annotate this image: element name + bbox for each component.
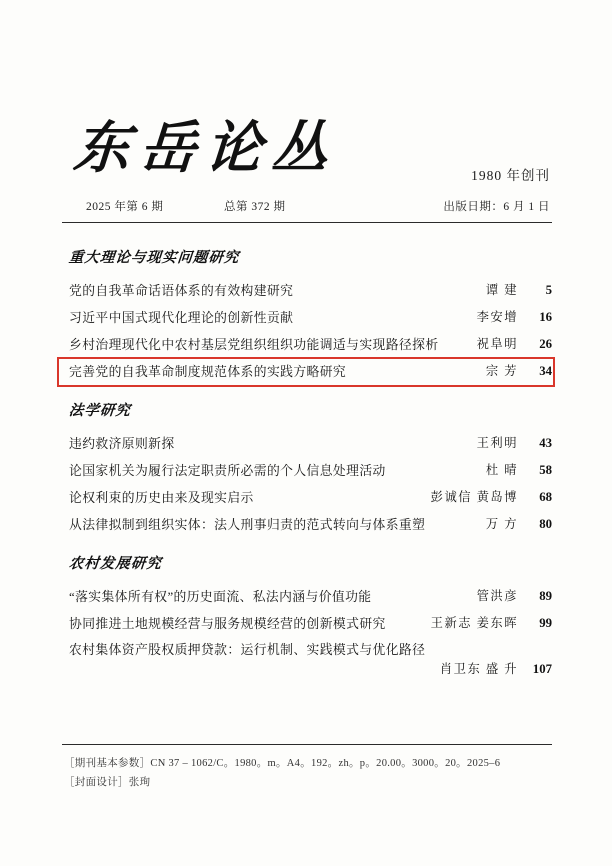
toc-entry-highlighted[interactable] <box>62 358 552 385</box>
toc-entry[interactable] <box>62 457 552 484</box>
table-of-contents <box>62 236 552 697</box>
toc-entry[interactable] <box>62 610 552 637</box>
toc-entry[interactable] <box>62 331 552 358</box>
entry-title: 协同推进土地规模经营与服务规模经营的创新模式研究 <box>69 617 386 631</box>
entry-page: 58 <box>539 463 552 477</box>
entry-title: 农村集体资产股权质押贷款：运行机制、实践模式与优化路径 <box>69 643 426 657</box>
toc-entry[interactable] <box>62 583 552 610</box>
entry-authors: 宗 芳 <box>485 364 518 378</box>
journal-title: 东岳论丛 <box>71 115 341 181</box>
entry-page: 34 <box>539 364 552 378</box>
entry-title: 违约救济原则新探 <box>69 437 175 451</box>
entry-page: 16 <box>539 310 552 324</box>
entry-title: 习近平中国式现代化理论的创新性贡献 <box>69 311 294 325</box>
entry-page: 80 <box>539 517 552 531</box>
issue-number: 2025 年第 6 期 <box>86 201 164 213</box>
issue-line <box>64 198 550 216</box>
toc-entry[interactable] <box>62 304 552 331</box>
divider-top <box>62 222 552 223</box>
toc-entry[interactable] <box>62 637 552 683</box>
toc-section <box>62 552 552 683</box>
toc-section <box>62 246 552 385</box>
toc-entry[interactable] <box>62 277 552 304</box>
entry-title: 论权利束的历史由来及现实启示 <box>69 491 254 505</box>
section-title: 法学研究 <box>68 402 132 419</box>
entry-page: 99 <box>539 616 552 630</box>
footer <box>64 754 550 792</box>
entry-authors: 谭 建 <box>485 283 518 297</box>
entry-authors: 李安增 <box>476 310 518 324</box>
entry-page: 26 <box>539 337 552 351</box>
section-title: 重大理论与现实问题研究 <box>68 249 241 266</box>
entry-title: 党的自我革命话语体系的有效构建研究 <box>69 284 294 298</box>
entry-page: 107 <box>532 662 552 676</box>
entry-title: 乡村治理现代化中农村基层党组织组织功能调适与实现路径探析 <box>69 338 439 352</box>
entry-page: 5 <box>545 283 552 297</box>
entry-page: 43 <box>539 436 552 450</box>
divider-bottom <box>62 744 552 745</box>
entry-authors: 杜 晴 <box>485 463 518 477</box>
footer-cover-design: ［封面设计］张珣 <box>64 777 151 788</box>
entry-authors: 肖卫东 盛 升 <box>439 662 518 676</box>
toc-entry[interactable] <box>62 484 552 511</box>
entry-authors: 祝阜明 <box>476 337 518 351</box>
entry-authors: 管洪彦 <box>476 589 518 603</box>
founded-year: 1980 年创刊 <box>471 168 550 183</box>
issue-serial-number: 总第 372 期 <box>224 201 286 213</box>
section-title: 农村发展研究 <box>68 555 163 572</box>
entry-title: 完善党的自我革命制度规范体系的实践方略研究 <box>69 365 347 379</box>
entry-page: 89 <box>539 589 552 603</box>
entry-title: 论国家机关为履行法定职责所必需的个人信息处理活动 <box>69 464 386 478</box>
toc-section <box>62 399 552 538</box>
toc-entry[interactable] <box>62 430 552 457</box>
toc-entry[interactable] <box>62 511 552 538</box>
masthead <box>62 104 552 194</box>
entry-title: 从法律拟制到组织实体：法人刑事归责的范式转向与体系重塑 <box>69 518 426 532</box>
entry-authors: 彭诚信 黄岛博 <box>430 490 518 504</box>
entry-title: “落实集体所有权”的历史面流、私法内涵与价值功能 <box>69 590 372 604</box>
publication-date: 出版日期：6 月 1 日 <box>443 201 550 213</box>
entry-authors: 万 方 <box>485 517 518 531</box>
entry-authors: 王利明 <box>476 436 518 450</box>
entry-page: 68 <box>539 490 552 504</box>
entry-authors: 王新志 姜东晖 <box>430 616 518 630</box>
footer-parameters: ［期刊基本参数］CN 37 – 1062/C。1980。m。A4。192。zh。p。20.00。3000。20。2025–6 <box>64 758 501 769</box>
